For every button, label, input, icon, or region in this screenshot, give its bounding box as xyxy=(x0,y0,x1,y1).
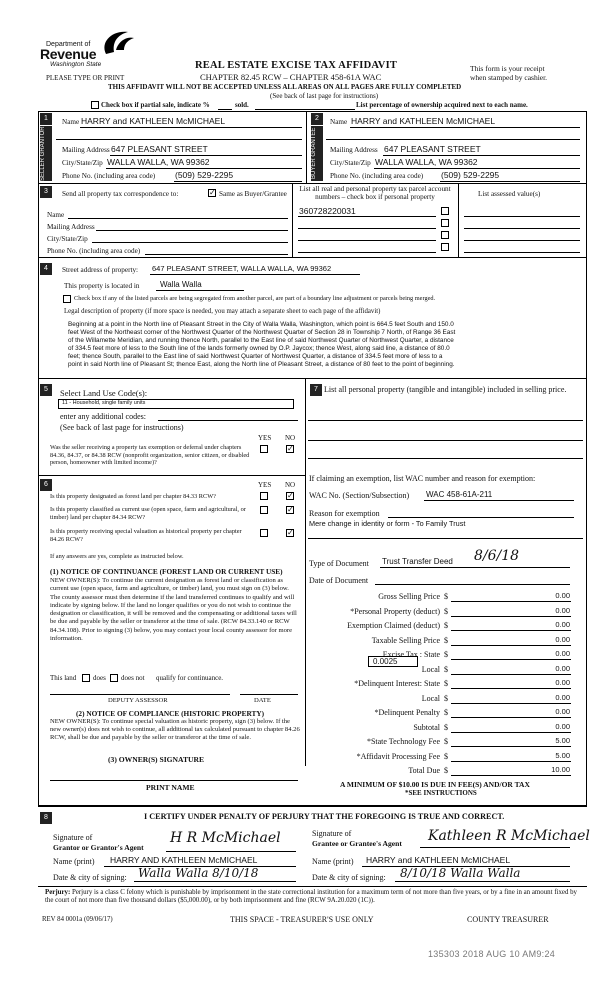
s3-phone-label: Phone No. (including area code) xyxy=(47,247,141,255)
tax-row-text: Total Due xyxy=(408,766,440,775)
tax-row-line xyxy=(451,688,571,689)
tax-row-currency: $ xyxy=(444,664,448,674)
county-treasurer: COUNTY TREASURER xyxy=(467,915,549,924)
form-number: REV 84 0001a (09/06/17) xyxy=(42,916,113,923)
section-1-number: 1 xyxy=(40,113,52,125)
tax-row-label xyxy=(422,665,440,674)
tax-row-line xyxy=(451,746,571,747)
same-as-buyer-label: Same as Buyer/Grantee xyxy=(219,190,287,198)
tax-row-line xyxy=(451,659,571,660)
tax-row-value[interactable]: 0.00 xyxy=(555,707,570,716)
tax-row-currency: $ xyxy=(444,650,448,659)
send-correspondence-label: Send all property tax correspondence to: xyxy=(62,190,179,198)
form-title: REAL ESTATE EXCISE TAX AFFIDAVIT xyxy=(195,60,398,71)
section-6-number: 6 xyxy=(40,479,52,491)
tax-row-value[interactable]: 0.00 xyxy=(555,692,570,702)
additional-codes-label: enter any additional codes: xyxy=(60,412,146,421)
perjury-body: Perjury is a class C felony which is punishable by imprisonment in the state correctional institution for a maximum term of not more than five years, or by a fine in an amount fixed by the court of not more than five thousand dollars ($5,000.00), or by both imprisonment and fine (RCW 9A.20.020 (1C)). xyxy=(45,889,578,905)
grantor-date-label: Date & city of signing: xyxy=(53,873,127,882)
deputy-assessor-label: DEPUTY ASSESSOR xyxy=(108,697,168,704)
tax-row-text: Local xyxy=(421,664,440,674)
tax-row-text: Delinquent Penalty xyxy=(378,708,440,717)
historic-no-checkbox[interactable]: ✓ xyxy=(287,528,294,537)
partial-sale-checkbox[interactable] xyxy=(91,101,99,109)
see-back-top: (See back of last page for instructions) xyxy=(270,92,379,100)
grantor-date-city[interactable]: Walla Walla 8/10/18 xyxy=(138,866,259,880)
tax-row-text: Delinquent Interest: State xyxy=(358,679,440,688)
tax-row-value[interactable]: 5.00 xyxy=(555,750,570,760)
dept-line2: Revenue xyxy=(40,46,97,62)
tax-row-currency: $ xyxy=(444,751,448,761)
tax-row-line xyxy=(451,761,571,762)
section-2-number: 2 xyxy=(311,113,323,125)
buyer-mail[interactable]: 647 PLEASANT STREET xyxy=(384,144,481,154)
exemption-reason[interactable]: Mere change in identity or form - To Family Trust xyxy=(309,519,466,528)
grantee-sig-label1: Signature of xyxy=(312,829,352,838)
legal-line: feet; thence South, parallel to the East line of said Northwest Quarter of Northwest Quarter, a distance of 334.5 feet more of less to a xyxy=(68,353,443,361)
tax-row-value[interactable]: 5.00 xyxy=(555,736,570,745)
tax-row-label xyxy=(372,636,440,645)
minimum-note: A MINIMUM OF $10.00 IS DUE IN FEE(S) AND/OR TAX xyxy=(340,780,530,789)
s3-city-label: City/State/Zip xyxy=(47,235,88,243)
if-any-yes: If any answers are yes, complete as instructed below. xyxy=(50,553,184,560)
grantee-date-city[interactable]: 8/10/18 Walla Walla xyxy=(400,866,521,880)
tax-row-line xyxy=(451,703,571,704)
tax-row-star: * xyxy=(354,679,359,688)
s5-no-checkbox[interactable]: ✓ xyxy=(287,444,294,453)
seller-side-label: SELLER GRANTOR xyxy=(40,126,52,181)
section-8-number: 8 xyxy=(40,812,52,824)
located-label: This property is located in xyxy=(64,282,140,290)
exemption-question: Was the seller receiving a property tax exemption or deferral under chapters 84.36, 84.37, or 84.38 RCW (nonprofit organization, senior citizen, or disabled person, homeowner with limited income)? xyxy=(50,444,250,467)
notice-continuance-title: (1) NOTICE OF CONTINUANCE (FOREST LAND OR CURRENT USE) xyxy=(50,567,283,576)
s5-yes-checkbox[interactable] xyxy=(260,445,268,453)
tax-row-star: * xyxy=(366,737,371,746)
section-4-number: 4 xyxy=(40,263,52,275)
tax-row-currency: $ xyxy=(444,679,448,688)
tax-row-value[interactable]: 0.00 xyxy=(555,634,570,644)
tax-row-text: Gross Selling Price xyxy=(378,592,440,601)
grantee-name[interactable]: HARRY and KATHLEEN McMICHAEL xyxy=(366,855,511,865)
buyer-name[interactable]: HARRY and KATHLEEN McMICHAEL xyxy=(351,116,496,126)
buyer-side-label: BUYER GRANTEE xyxy=(311,126,323,181)
forest-question: Is this property designated as forest land per chapter 84.33 RCW? xyxy=(50,493,216,500)
wac-number[interactable]: WAC 458-61A-211 xyxy=(426,490,493,499)
legal-line: Beginning at a point in the North line of Pleasant Street in the City of Walla Walla, Washington, which point is 664.5 feet South and 150.0 xyxy=(68,321,454,328)
tax-row-currency: $ xyxy=(444,708,448,717)
does-checkbox[interactable] xyxy=(82,674,90,682)
buyer-phone[interactable]: (509) 529-2295 xyxy=(441,170,500,180)
buyer-phone-label: Phone No. (including area code) xyxy=(330,172,424,180)
sold-label: sold. xyxy=(235,101,249,109)
tax-row-line xyxy=(451,645,571,646)
doc-date-label: Date of Document xyxy=(309,576,369,585)
tax-row-star: * xyxy=(350,606,355,616)
legal-line: of 334.5 feet more of less to the South line of the lands formerly owned by O.P. Jaycox; thence West, along said line, a distance of 80.0 xyxy=(68,345,450,353)
tax-row-line xyxy=(451,601,571,602)
buyer-city[interactable]: WALLA WALLA, WA 99362 xyxy=(375,157,478,167)
s6-yes-header: YES xyxy=(258,481,272,489)
this-land-label: This land xyxy=(50,674,77,682)
grantee-signature[interactable]: Kathleen R McMichael xyxy=(428,828,590,844)
local-rate-box[interactable]: 0.0025 xyxy=(368,656,418,667)
tax-row-text: State Technology Fee xyxy=(370,737,440,746)
grantee-agent-label: Grantee or Grantee's Agent xyxy=(312,839,402,848)
section-7-number: 7 xyxy=(310,384,322,396)
tax-row-currency: $ xyxy=(444,592,448,601)
tax-row-currency: $ xyxy=(444,606,448,616)
personal-property-label: List all personal property (tangible and intangible) included in selling price. xyxy=(324,385,567,394)
parcel-personal-checkbox-4[interactable] xyxy=(441,243,449,251)
current-use-yes-checkbox[interactable] xyxy=(260,506,268,514)
tax-row-line xyxy=(451,732,571,733)
street-label: Street address of property: xyxy=(62,266,139,274)
tax-row-text: Subtotal xyxy=(413,722,440,732)
segregate-label: Check box if any of the listed parcels are being segregated from another parcel, are part of a boundary line adjustment or parcels being merged. xyxy=(74,295,436,302)
tax-row-label xyxy=(347,621,440,630)
receipt-text1: This form is your receipt xyxy=(470,64,545,73)
land-use-label: Select Land Use Code(s): xyxy=(60,388,148,398)
grantor-agent-label: Grantor or Grantor's Agent xyxy=(53,843,144,852)
tax-row-value[interactable]: 0.00 xyxy=(555,678,570,687)
tax-row-label xyxy=(357,752,440,761)
forest-yes-checkbox[interactable] xyxy=(260,492,268,500)
land-use-code: 11 - Household, single family units xyxy=(62,400,146,406)
tax-row-currency: $ xyxy=(444,722,448,732)
form-warning: THIS AFFIDAVIT WILL NOT BE ACCEPTED UNLESS ALL AREAS ON ALL PAGES ARE FULLY COMPLETED xyxy=(108,83,462,91)
tax-row-value[interactable]: 0.00 xyxy=(555,721,570,731)
tax-row-value[interactable]: 0.00 xyxy=(555,591,570,600)
doc-type-label: Type of Document xyxy=(309,559,369,568)
parcel-personal-checkbox-3[interactable] xyxy=(441,231,449,239)
tax-row-label xyxy=(367,737,440,746)
tax-row-currency: $ xyxy=(444,635,448,645)
section-3-number: 3 xyxy=(40,186,52,198)
print-name-label: PRINT NAME xyxy=(146,783,195,792)
s3-name-label: Name xyxy=(47,211,65,219)
seller-name[interactable]: HARRY and KATHLEEN McMICHAEL xyxy=(81,116,226,126)
perjury-text xyxy=(45,889,583,906)
notice-compliance-text: NEW OWNER(S): To continue special valuation as historic property, sign (3) below. If the new owner(s) does not wish to continue, all additional tax calculated pursuant to chapter 84.26 RCW, shall be due and payable by the seller or transferor at the time of sale. xyxy=(50,718,300,741)
s6-no-header: NO xyxy=(285,481,296,489)
tax-row-text: Local xyxy=(421,693,440,703)
historic-yes-checkbox[interactable] xyxy=(260,529,268,537)
deputy-date-label: DATE xyxy=(254,697,271,704)
parcel-number[interactable]: 360728220031 xyxy=(299,206,356,216)
tax-row-label xyxy=(413,723,440,732)
grantor-name-label: Name (print) xyxy=(53,857,95,866)
tax-row-line xyxy=(451,717,571,718)
owner-signature-label: (3) OWNER(S) SIGNATURE xyxy=(108,755,205,764)
dept-line1: Department of xyxy=(46,41,91,48)
tax-row-text: Exemption Claimed (deduct) xyxy=(347,621,440,630)
does-not-checkbox[interactable] xyxy=(110,674,118,682)
tax-row-currency: $ xyxy=(444,621,448,630)
seller-phone-label: Phone No. (including area code) xyxy=(62,172,156,180)
wac-label: WAC No. (Section/Subsection) xyxy=(309,491,410,500)
tax-row-text: Excise Tax : State xyxy=(382,650,440,659)
s5-see-back: (See back of last page for instructions) xyxy=(60,423,184,432)
tax-row-line xyxy=(451,674,571,675)
tax-row-currency: $ xyxy=(444,737,448,746)
tax-row-line xyxy=(451,775,571,776)
legal-line: feet West of the Northeast corner of the Northwest Quarter of the Northwest Quarter of Section 28 in Township 7 North, of Range 36 East xyxy=(68,329,456,337)
buyer-name-label: Name xyxy=(330,118,348,126)
tax-row-label xyxy=(408,766,440,775)
current-use-question: Is this property classified as current use (open space, farm and agricultural, or timber) land per chapter 84.34 RCW? xyxy=(50,506,246,521)
seller-name-label: Name xyxy=(62,118,80,126)
tax-row-label xyxy=(422,694,440,703)
does-label: does xyxy=(93,674,106,682)
forest-no-checkbox[interactable]: ✓ xyxy=(287,491,294,500)
seller-mail[interactable]: 647 PLEASANT STREET xyxy=(111,144,208,154)
tax-row-label xyxy=(354,679,440,688)
legal-desc-label: Legal description of property (if more space is needed, you may attach a separate sheet to each page of the affidavit) xyxy=(64,308,381,315)
doc-type-handwritten-date: 8/6/18 xyxy=(474,548,520,564)
certify-statement: I CERTIFY UNDER PENALTY OF PERJURY THAT THE FOREGOING IS TRUE AND CORRECT. xyxy=(144,812,505,821)
notice-compliance-title: (2) NOTICE OF COMPLIANCE (HISTORIC PROPERTY) xyxy=(76,709,265,718)
tax-row-value[interactable]: 10.00 xyxy=(551,765,570,774)
notice-continuance-text: NEW OWNER(S): To continue the current designation as forest land or classification as current use (open space, farm and agriculture, or timber) land, you must sign on (3) below. The county assessor must then determine if the land transferred continues to qualify and will indicate by signing below. If the land no longer qualifies or you do not wish to continue the designation or classification, it will be removed and the compensating or additional taxes will be due and payable by the seller or transferor at the time of sale. (RCW 84.33.140 or RCW 84.34.108). Prior to signing (3) below, you may contact your local county assessor for more information. xyxy=(50,577,297,643)
tax-row-label xyxy=(378,592,440,601)
tax-row-text: Affidavit Processing Fee xyxy=(360,751,440,761)
buyer-mail-label: Mailing Address xyxy=(330,146,378,154)
grantee-name-label: Name (print) xyxy=(312,857,354,866)
tax-row-currency: $ xyxy=(444,693,448,703)
s5-no-header: NO xyxy=(285,434,296,442)
qualify-label: qualify for continuance. xyxy=(156,674,224,682)
recording-stamp: 135303 2018 AUG 10 AM9:24 xyxy=(428,949,556,959)
tax-row-star: * xyxy=(356,751,361,761)
partial-sale-label: Check box if partial sale, indicate % xyxy=(101,101,210,109)
grantor-sig-label1: Signature of xyxy=(53,833,93,842)
does-not-label: does not xyxy=(121,674,145,682)
seller-mail-label: Mailing Address xyxy=(62,146,110,154)
seller-city[interactable]: WALLA WALLA, WA 99362 xyxy=(107,157,210,167)
treasurer-space: THIS SPACE - TREASURER'S USE ONLY xyxy=(230,915,374,924)
located-value[interactable]: Walla Walla xyxy=(160,280,202,289)
dor-logo xyxy=(36,28,134,68)
tax-row-label xyxy=(374,708,440,717)
dor-swoosh-icon xyxy=(98,28,138,58)
legal-description xyxy=(68,321,580,370)
ownership-label: List percentage of ownership acquired next to each name. xyxy=(356,101,528,109)
current-use-no-checkbox[interactable]: ✓ xyxy=(287,505,294,514)
street-address[interactable]: 647 PLEASANT STREET, WALLA WALLA, WA 99362 xyxy=(152,264,332,273)
claiming-exemption-label: If claiming an exemption, list WAC number and reason for exemption: xyxy=(309,474,536,483)
s5-yes-header: YES xyxy=(258,434,272,442)
tax-row-star: * xyxy=(374,708,379,717)
seller-city-label: City/State/Zip xyxy=(62,159,103,167)
grantee-date-label: Date & city of signing: xyxy=(312,873,386,882)
parcel-personal-checkbox-1[interactable] xyxy=(441,207,449,215)
receipt-text2: when stamped by cashier. xyxy=(470,73,548,82)
section-5-number: 5 xyxy=(40,384,52,396)
legal-line: point in said North line of Pleasant St; thence East, along the North line of Pleasant Street, a distance of 80 feet to the point of beginning. xyxy=(68,361,455,369)
tax-row-currency: $ xyxy=(444,766,448,775)
dept-line3: Washington State xyxy=(50,61,102,68)
s3-mail-label: Mailing Address xyxy=(47,223,95,231)
form-subtitle: CHAPTER 82.45 RCW – CHAPTER 458-61A WAC xyxy=(200,72,382,82)
assessed-header: List assessed value(s) xyxy=(478,190,541,198)
tax-row-label xyxy=(350,607,440,616)
reason-label: Reason for exemption xyxy=(309,509,380,518)
buyer-city-label: City/State/Zip xyxy=(330,159,371,167)
legal-line: of the Willamette Meridian, and running thence North, parallel to the East line of said Northwest Quarter of Northwest Quarter, a distance xyxy=(68,337,454,345)
perjury-label: Perjury: xyxy=(45,889,71,896)
segregate-checkbox[interactable] xyxy=(63,295,71,303)
tax-row-value[interactable]: 0.00 xyxy=(555,649,570,658)
parcel-personal-checkbox-2[interactable] xyxy=(441,219,449,227)
tax-row-line xyxy=(451,616,571,617)
grantor-signature[interactable]: H R McMichael xyxy=(170,830,281,846)
tax-row-value[interactable]: 0.00 xyxy=(555,663,570,673)
tax-row-text: Personal Property (deduct) xyxy=(354,606,440,616)
tax-row-text: Taxable Selling Price xyxy=(371,635,440,645)
tax-row-line xyxy=(451,630,571,631)
seller-phone[interactable]: (509) 529-2295 xyxy=(175,170,234,180)
see-instructions: *SEE INSTRUCTIONS xyxy=(405,789,477,797)
historic-question: Is this property receiving special valuation as historical property per chapter 84.26 RCW? xyxy=(50,528,242,543)
grantor-name[interactable]: HARRY AND KATHLEEN McMICHAEL xyxy=(110,855,258,865)
doc-type[interactable]: Trust Transfer Deed xyxy=(382,557,453,566)
parcel-header: List all real and personal property tax parcel account numbers – check box if personal property xyxy=(299,185,451,201)
same-as-buyer-checkbox[interactable]: ✓ xyxy=(209,188,216,197)
tax-row-value[interactable]: 0.00 xyxy=(555,605,570,615)
please-type: PLEASE TYPE OR PRINT xyxy=(46,74,125,82)
tax-row-value[interactable]: 0.00 xyxy=(555,620,570,629)
